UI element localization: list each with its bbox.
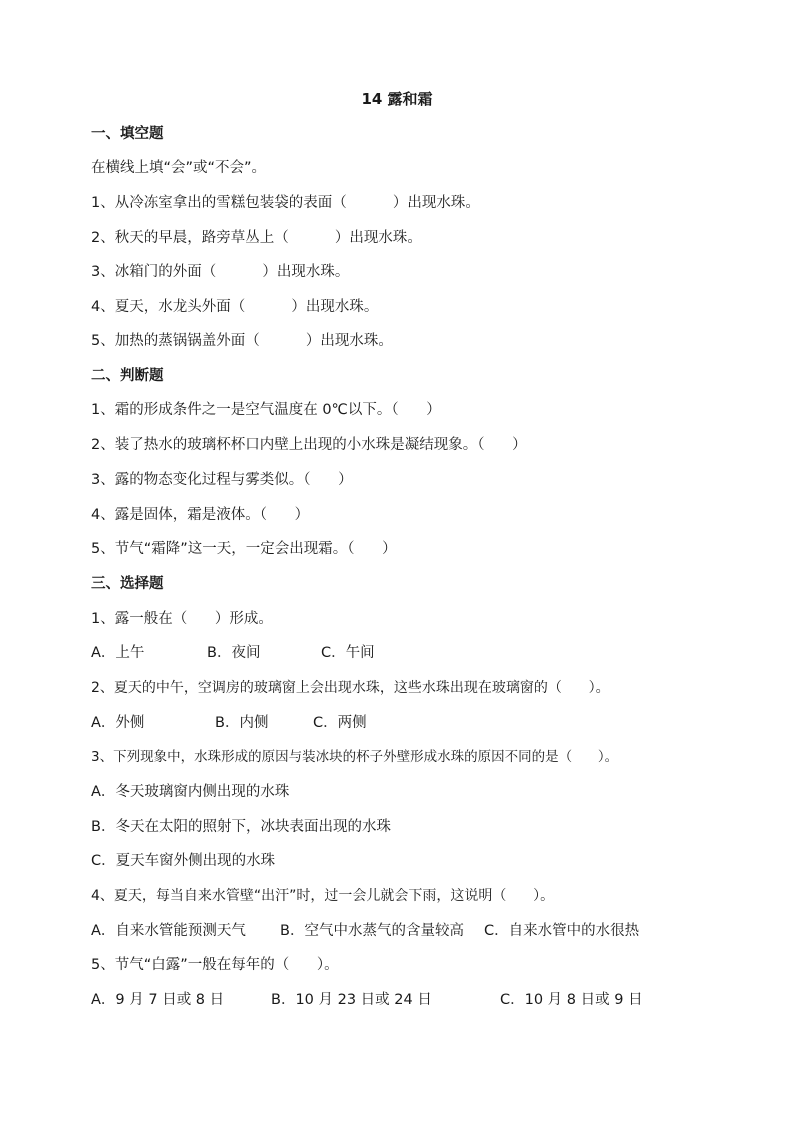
choice-q5-option-a: A．9 月 7 日或 8 日 xyxy=(91,992,225,1008)
fill-item-3: 3、冰箱门的外面（ ）出现水珠。 xyxy=(91,264,350,280)
fill-item-2: 2、秋天的早晨，路旁草丛上（ ）出现水珠。 xyxy=(91,230,422,246)
section-heading-fill: 一、填空题 xyxy=(91,126,164,142)
judge-item-1: 1、霜的形成条件之一是空气温度在 0℃以下。（ ） xyxy=(91,402,441,418)
choice-q2-question: 2、夏天的中午，空调房的玻璃窗上会出现水珠，这些水珠出现在玻璃窗的（ ）。 xyxy=(91,680,610,696)
choice-q4-option-b: B．空气中水蒸气的含量较高 xyxy=(280,923,464,939)
choice-q1-question: 1、露一般在（ ）形成。 xyxy=(91,611,273,627)
choice-q4-question: 4、夏天，每当自来水管壁“出汗”时，过一会儿就会下雨，这说明（ ）。 xyxy=(91,888,555,904)
choice-q4-option-c: C．自来水管中的水很热 xyxy=(484,923,640,939)
choice-q3-option-b: B．冬天在太阳的照射下，冰块表面出现的水珠 xyxy=(91,819,391,835)
page-title: 14 露和霜 xyxy=(361,90,433,108)
fill-item-1: 1、从冷冻室拿出的雪糕包装袋的表面（ ）出现水珠。 xyxy=(91,195,480,211)
section-heading-judge: 二、判断题 xyxy=(91,368,164,384)
choice-q2-option-c: C．两侧 xyxy=(313,715,367,731)
choice-q2-option-b: B．内侧 xyxy=(215,715,269,731)
choice-q2-option-a: A．外侧 xyxy=(91,715,145,731)
choice-q3-question: 3、下列现象中，水珠形成的原因与装冰块的杯子外壁形成水珠的原因不同的是（ ）。 xyxy=(91,749,619,765)
fill-instruction: 在横线上填“会”或“不会”。 xyxy=(91,160,267,176)
choice-q5-question: 5、节气“白露”一般在每年的（ ）。 xyxy=(91,957,339,973)
choice-q4-option-a: A．自来水管能预测天气 xyxy=(91,923,246,939)
choice-q5-option-b: B．10 月 23 日或 24 日 xyxy=(271,992,432,1008)
judge-item-4: 4、露是固体，霜是液体。（ ） xyxy=(91,507,310,523)
choice-q5-option-c: C．10 月 8 日或 9 日 xyxy=(500,992,643,1008)
choice-q1-option-c: C．午间 xyxy=(321,645,375,661)
choice-q3-option-c: C．夏天车窗外侧出现的水珠 xyxy=(91,853,276,869)
choice-q1-option-a: A．上午 xyxy=(91,645,145,661)
choice-q3-option-a: A．冬天玻璃窗内侧出现的水珠 xyxy=(91,784,290,800)
choice-q1-option-b: B．夜间 xyxy=(207,645,261,661)
judge-item-3: 3、露的物态变化过程与雾类似。（ ） xyxy=(91,472,353,488)
fill-item-4: 4、夏天，水龙头外面（ ）出现水珠。 xyxy=(91,299,379,315)
judge-item-2: 2、装了热水的玻璃杯杯口内壁上出现的小水珠是凝结现象。（ ） xyxy=(91,437,527,453)
section-heading-choice: 三、选择题 xyxy=(91,576,164,592)
fill-item-5: 5、加热的蒸锅锅盖外面（ ）出现水珠。 xyxy=(91,333,393,349)
judge-item-5: 5、节气“霜降”这一天，一定会出现霜。（ ） xyxy=(91,541,397,557)
